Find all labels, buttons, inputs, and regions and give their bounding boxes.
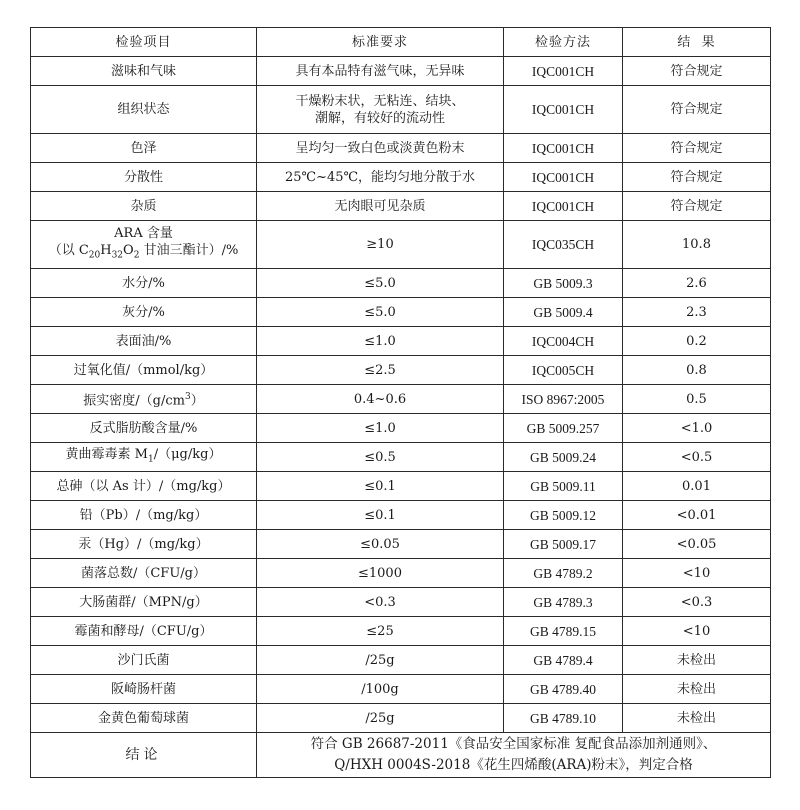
cell-result: 未检出 xyxy=(623,675,771,704)
cell-result: 0.5 xyxy=(623,385,771,414)
cell-item xyxy=(31,221,257,269)
subscript: 20 xyxy=(88,250,101,261)
cell-method: IQC001CH xyxy=(504,86,623,134)
cell-item: 杂质 xyxy=(31,192,257,221)
cell-standard: /25g xyxy=(257,704,504,733)
cell-method: GB 4789.15 xyxy=(504,617,623,646)
item-line-2 xyxy=(34,242,253,265)
conclusion-text xyxy=(257,733,771,778)
table-row xyxy=(31,298,771,327)
cell-result: 符合规定 xyxy=(623,57,771,86)
cell-result: 未检出 xyxy=(623,646,771,675)
cell-item: 水分/% xyxy=(31,269,257,298)
table-row xyxy=(31,134,771,163)
cell-item: 灰分/% xyxy=(31,298,257,327)
cell-item: 阪崎肠杆菌 xyxy=(31,675,257,704)
cell-result: 符合规定 xyxy=(623,192,771,221)
item-text: （以 C xyxy=(48,242,89,258)
cell-method: IQC001CH xyxy=(504,57,623,86)
table-row xyxy=(31,221,771,269)
item-text: H xyxy=(100,242,112,258)
cell-standard: ≤2.5 xyxy=(257,356,504,385)
table-row xyxy=(31,588,771,617)
table-row xyxy=(31,443,771,472)
standard-line-1: 干燥粉末状，无粘连、结块、 xyxy=(295,93,465,109)
subscript: 1 xyxy=(147,454,154,465)
table-row xyxy=(31,86,771,134)
cell-result: 符合规定 xyxy=(623,134,771,163)
inspection-table xyxy=(30,27,771,778)
conclusion-line-1: 符合 GB 26687-2011《食品安全国家标准 复配食品添加剂通则》、 xyxy=(310,736,717,752)
cell-standard: ≤1.0 xyxy=(257,414,504,443)
cell-method: GB 5009.17 xyxy=(504,530,623,559)
cell-item: 反式脂肪酸含量/% xyxy=(31,414,257,443)
cell-result: 符合规定 xyxy=(623,163,771,192)
table-row xyxy=(31,269,771,298)
table-row xyxy=(31,559,771,588)
cell-standard: ≤0.05 xyxy=(257,530,504,559)
table-row xyxy=(31,530,771,559)
cell-result: <0.5 xyxy=(623,443,771,472)
cell-result: <10 xyxy=(623,559,771,588)
cell-item: 过氧化值/（mmol/kg） xyxy=(31,356,257,385)
cell-method: ISO 8967:2005 xyxy=(504,385,623,414)
cell-standard: ≤25 xyxy=(257,617,504,646)
table-row xyxy=(31,617,771,646)
cell-result: 0.01 xyxy=(623,472,771,501)
cell-standard: 无肉眼可见杂质 xyxy=(257,192,504,221)
cell-method: GB 4789.3 xyxy=(504,588,623,617)
cell-result: <0.01 xyxy=(623,501,771,530)
subscript: 2 xyxy=(133,250,140,261)
cell-result: 未检出 xyxy=(623,704,771,733)
cell-method: IQC005CH xyxy=(504,356,623,385)
item-text: ） xyxy=(190,393,204,409)
cell-method: GB 5009.4 xyxy=(504,298,623,327)
cell-method: GB 5009.11 xyxy=(504,472,623,501)
cell-method: GB 4789.4 xyxy=(504,646,623,675)
cell-result: <1.0 xyxy=(623,414,771,443)
item-line-1: ARA 含量 xyxy=(114,225,173,241)
cell-result: 符合规定 xyxy=(623,86,771,134)
cell-method: IQC001CH xyxy=(504,163,623,192)
cell-standard: 呈均匀一致白色或淡黄色粉末 xyxy=(257,134,504,163)
subscript: 32 xyxy=(111,250,124,261)
cell-method: GB 4789.2 xyxy=(504,559,623,588)
cell-result: 2.6 xyxy=(623,269,771,298)
cell-method: GB 4789.10 xyxy=(504,704,623,733)
cell-item: 总砷（以 As 计）/（mg/kg） xyxy=(31,472,257,501)
header-method: 检验方法 xyxy=(504,28,623,57)
table-row xyxy=(31,192,771,221)
cell-item: 组织状态 xyxy=(31,86,257,134)
cell-method: GB 4789.40 xyxy=(504,675,623,704)
cell-item xyxy=(31,385,257,414)
item-text: O xyxy=(123,242,134,258)
cell-method: GB 5009.24 xyxy=(504,443,623,472)
cell-item: 铅（Pb）/（mg/kg） xyxy=(31,501,257,530)
cell-standard xyxy=(257,86,504,134)
cell-standard: ≤0.5 xyxy=(257,443,504,472)
cell-item: 分散性 xyxy=(31,163,257,192)
cell-item: 大肠菌群/（MPN/g） xyxy=(31,588,257,617)
table-row xyxy=(31,414,771,443)
table-row xyxy=(31,163,771,192)
inspection-report xyxy=(30,27,770,778)
conclusion-row xyxy=(31,733,771,778)
cell-item: 表面油/% xyxy=(31,327,257,356)
table-row xyxy=(31,385,771,414)
cell-item: 汞（Hg）/（mg/kg） xyxy=(31,530,257,559)
conclusion-label: 结论 xyxy=(31,733,257,778)
superscript: 3 xyxy=(184,391,191,402)
item-text: 振实密度/（g/cm xyxy=(83,393,185,409)
cell-method: IQC035CH xyxy=(504,221,623,269)
cell-standard: ≥10 xyxy=(257,221,504,269)
cell-method: IQC004CH xyxy=(504,327,623,356)
item-text: 黄曲霉毒素 M xyxy=(65,446,148,462)
cell-method: IQC001CH xyxy=(504,134,623,163)
cell-standard: 25℃~45℃，能均匀地分散于水 xyxy=(257,163,504,192)
cell-result: <0.3 xyxy=(623,588,771,617)
cell-standard: ≤0.1 xyxy=(257,501,504,530)
table-row xyxy=(31,57,771,86)
cell-result: 0.2 xyxy=(623,327,771,356)
header-standard: 标准要求 xyxy=(257,28,504,57)
cell-item: 沙门氏菌 xyxy=(31,646,257,675)
cell-item: 金黄色葡萄球菌 xyxy=(31,704,257,733)
cell-standard: ≤1000 xyxy=(257,559,504,588)
cell-result: <10 xyxy=(623,617,771,646)
cell-item: 霉菌和酵母/（CFU/g） xyxy=(31,617,257,646)
item-text: /（μg/kg） xyxy=(153,446,222,462)
cell-standard: ≤5.0 xyxy=(257,298,504,327)
cell-standard: 0.4~0.6 xyxy=(257,385,504,414)
item-text: 甘油三酯计）/% xyxy=(139,242,239,258)
cell-standard: /25g xyxy=(257,646,504,675)
cell-result: 2.3 xyxy=(623,298,771,327)
header-result: 结 果 xyxy=(623,28,771,57)
cell-method: GB 5009.12 xyxy=(504,501,623,530)
table-row xyxy=(31,704,771,733)
cell-standard: ≤1.0 xyxy=(257,327,504,356)
conclusion-line-2: Q/HXH 0004S-2018《花生四烯酸(ARA)粉末》，判定合格 xyxy=(334,757,693,773)
cell-item: 菌落总数/（CFU/g） xyxy=(31,559,257,588)
cell-standard: 具有本品特有滋气味，无异味 xyxy=(257,57,504,86)
cell-method: GB 5009.3 xyxy=(504,269,623,298)
table-header-row xyxy=(31,28,771,57)
table-row xyxy=(31,327,771,356)
standard-line-2: 潮解，有较好的流动性 xyxy=(314,110,445,126)
cell-method: IQC001CH xyxy=(504,192,623,221)
cell-standard: /100g xyxy=(257,675,504,704)
cell-standard: <0.3 xyxy=(257,588,504,617)
cell-item: 色泽 xyxy=(31,134,257,163)
cell-standard: ≤5.0 xyxy=(257,269,504,298)
table-row xyxy=(31,356,771,385)
cell-result: 10.8 xyxy=(623,221,771,269)
table-row xyxy=(31,472,771,501)
cell-item: 滋味和气味 xyxy=(31,57,257,86)
table-row xyxy=(31,646,771,675)
cell-method: GB 5009.257 xyxy=(504,414,623,443)
table-row xyxy=(31,501,771,530)
header-item: 检验项目 xyxy=(31,28,257,57)
cell-result: <0.05 xyxy=(623,530,771,559)
cell-item xyxy=(31,443,257,472)
cell-result: 0.8 xyxy=(623,356,771,385)
table-row xyxy=(31,675,771,704)
cell-standard: ≤0.1 xyxy=(257,472,504,501)
